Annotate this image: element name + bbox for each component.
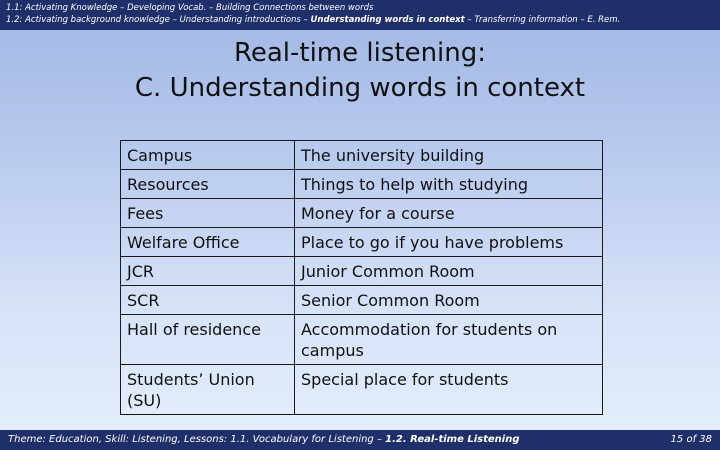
term-cell: SCR	[121, 286, 295, 315]
table-row	[121, 199, 603, 228]
footer-bar	[0, 430, 720, 450]
table-row	[121, 228, 603, 257]
slide-title-line-1: Real-time listening:	[233, 38, 487, 68]
header-line-2-current: Understanding words in context	[310, 15, 465, 25]
definition-cell: Things to help with studying	[295, 170, 603, 199]
header-bar	[0, 0, 720, 30]
header-line-2-suffix: – Transferring information – E. Rem.	[464, 15, 621, 25]
slide-title	[0, 36, 720, 106]
definition-cell: Special place for students	[295, 365, 603, 415]
definition-cell: Senior Common Room	[295, 286, 603, 315]
footer-theme-prefix: Theme: Education, Skill: Listening, Lessons: 1.1. Vocabulary for Listening –	[8, 434, 386, 445]
definition-cell: Junior Common Room	[295, 257, 603, 286]
term-cell: Fees	[121, 199, 295, 228]
term-cell: JCR	[121, 257, 295, 286]
footer-theme	[8, 430, 519, 450]
definition-cell: The university building	[295, 141, 603, 170]
term-cell: Resources	[121, 170, 295, 199]
definition-cell: Place to go if you have problems	[295, 228, 603, 257]
header-line-2	[6, 14, 714, 26]
table-row	[121, 286, 603, 315]
table-row	[121, 315, 603, 365]
page-number: 15 of 38	[670, 434, 712, 445]
table-row	[121, 257, 603, 286]
footer-theme-current: 1.2. Real-time Listening	[385, 434, 520, 445]
term-cell: Welfare Office	[121, 228, 295, 257]
header-line-2-prefix: 1.2: Activating background knowledge – Understanding introductions –	[6, 15, 311, 25]
table-row	[121, 365, 603, 415]
table-row	[121, 141, 603, 170]
slide-title-line-2: C. Understanding words in context	[134, 73, 586, 103]
table-row	[121, 170, 603, 199]
definition-cell: Money for a course	[295, 199, 603, 228]
term-cell: Students’ Union (SU)	[121, 365, 295, 415]
header-line-1: 1.1: Activating Knowledge – Developing Vocab. – Building Connections between words	[6, 3, 374, 13]
term-cell: Campus	[121, 141, 295, 170]
term-cell: Hall of residence	[121, 315, 295, 365]
definition-cell: Accommodation for students on campus	[295, 315, 603, 365]
vocabulary-table	[120, 140, 603, 415]
